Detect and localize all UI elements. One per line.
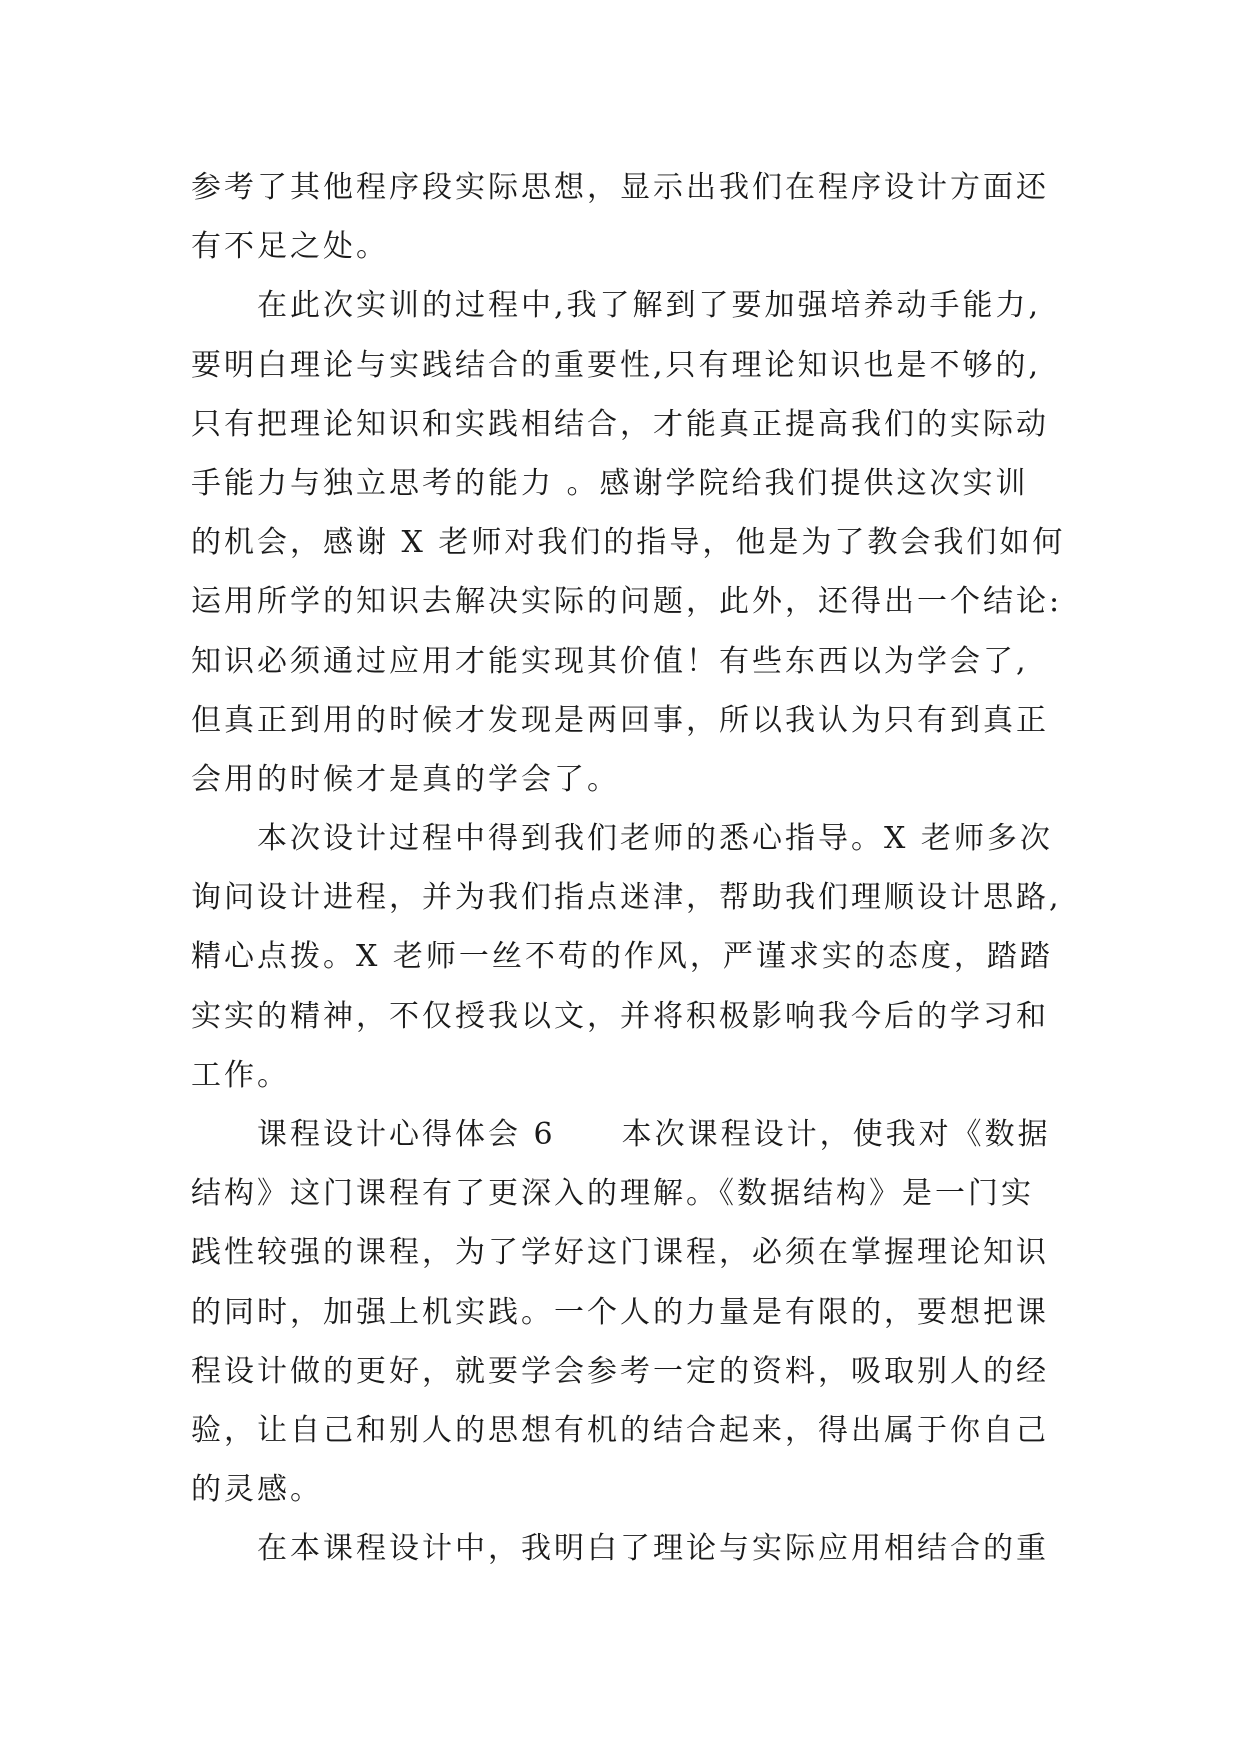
document-body <box>191 158 1071 1579</box>
text-line: 在本课程设计中，我明白了理论与实际应用相结合的重 <box>257 1531 1049 1567</box>
text-line: 程设计做的更好，就要学会参考一定的资料，吸取别人的经 <box>191 1353 1049 1389</box>
text-line: 精心点拨。X 老师一丝不苟的作风，严谨求实的态度，踏踏 <box>191 939 1053 975</box>
text-line: 的同时，加强上机实践。一个人的力量是有限的，要想把课 <box>191 1294 1049 1330</box>
text-line: 只有把理论知识和实践相结合，才能真正提高我们的实际动 <box>191 406 1049 442</box>
text-line: 验，让自己和别人的思想有机的结合起来，得出属于你自己 <box>191 1412 1049 1448</box>
text-line: 运用所学的知识去解决实际的问题，此外，还得出一个结论: <box>191 584 1063 620</box>
text-line: 课程设计心得体会 6 本次课程设计，使我对《数据 <box>257 1117 1051 1152</box>
text-line: 询问设计进程，并为我们指点迷津，帮助我们理顺设计思路, <box>191 880 1062 916</box>
text-line: 在此次实训的过程中,我了解到了要加强培养动手能力, <box>257 288 1042 324</box>
text-line: 参考了其他程序段实际思想，显示出我们在程序设计方面还 <box>191 170 1049 205</box>
text-line: 会用的时候才是真的学会了。 <box>191 761 620 797</box>
text-line: 践性较强的课程，为了学好这门课程，必须在掌握理论知识 <box>191 1235 1049 1271</box>
text-line: 工作。 <box>191 1057 290 1093</box>
text-line: 知识必须通过应用才能实现其价值！有些东西以为学会了, <box>191 643 1029 679</box>
text-line: 要明白理论与实践结合的重要性,只有理论知识也是不够的, <box>191 347 1042 383</box>
text-line: 的机会，感谢 X 老师对我们的指导，他是为了教会我们如何 <box>191 525 1066 561</box>
text-line: 实实的精神，不仅授我以文，并将积极影响我今后的学习和 <box>191 998 1049 1034</box>
text-line: 本次设计过程中得到我们老师的悉心指导。X 老师多次 <box>257 821 1053 857</box>
text-line: 的灵感。 <box>191 1472 323 1508</box>
text-line: 但真正到用的时候才发现是两回事，所以我认为只有到真正 <box>191 702 1049 738</box>
text-line: 手能力与独立思考的能力 。感谢学院给我们提供这次实训 <box>191 465 1029 501</box>
text-line: 有不足之处。 <box>191 229 389 265</box>
text-line: 结构》这门课程有了更深入的理解。《数据结构》是一门实 <box>191 1176 1034 1212</box>
